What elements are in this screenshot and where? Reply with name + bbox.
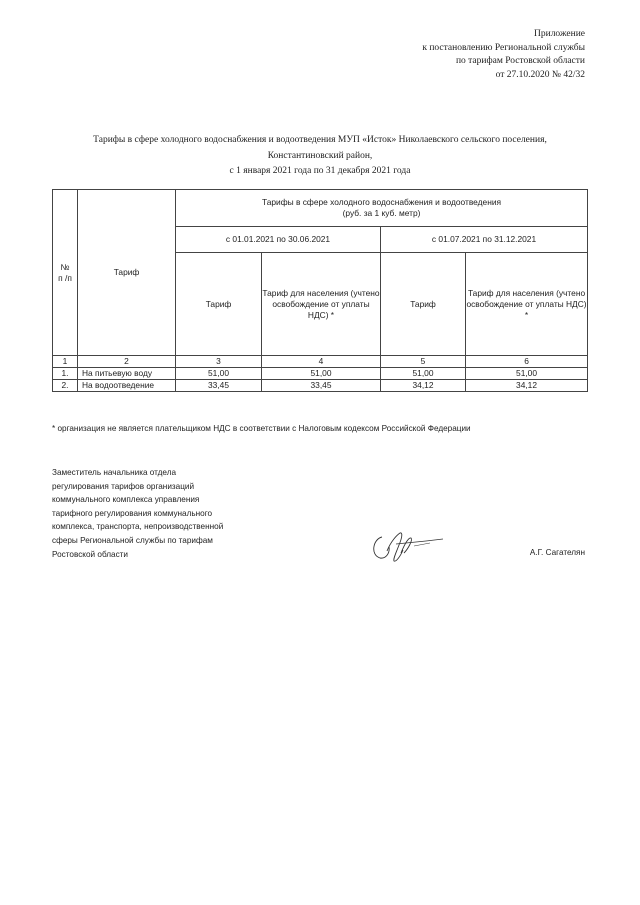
- col-number: 6: [466, 356, 588, 368]
- sub-tariff-header: Тариф: [381, 253, 466, 356]
- row-value: 51,00: [381, 368, 466, 380]
- row-value: 34,12: [381, 380, 466, 392]
- col-number: 5: [381, 356, 466, 368]
- sub-population-header: Тариф для населения (учтено освобождение от уплаты НДС) *: [466, 253, 588, 356]
- signature-icon: [370, 523, 445, 565]
- row-value: 51,00: [176, 368, 262, 380]
- col-tariff-header: Тариф: [78, 190, 176, 356]
- row-number: 2.: [53, 380, 78, 392]
- appendix-line: по тарифам Ростовской области: [455, 56, 585, 67]
- signer-position: [52, 466, 272, 561]
- appendix-line: Приложение: [534, 29, 585, 39]
- signer-position-line: Заместитель начальника отдела: [52, 468, 177, 477]
- signer-position-line: комплекса, транспорта, непроизводственной: [52, 522, 224, 532]
- signer-position-line: регулирования тарифов организаций: [52, 481, 195, 491]
- row-name: На водоотведение: [78, 380, 176, 392]
- col-number: 3: [176, 356, 262, 368]
- row-value: 51,00: [262, 368, 381, 380]
- signer-position-line: коммунального комплекса управления: [52, 495, 200, 505]
- table-row: [53, 368, 588, 380]
- row-value: 33,45: [176, 380, 262, 392]
- appendix-line: от 27.10.2020 № 42/32: [495, 69, 585, 80]
- title-line: Тарифы в сфере холодного водоснабжения и водоотведения МУП «Исток» Николаевского сельского поселения,: [93, 135, 547, 145]
- row-value: 34,12: [466, 380, 588, 392]
- footnote: * организация не является плательщиком НДС в соответствии с Налоговым кодексом Российской Федерации: [52, 424, 471, 433]
- group-header: Тарифы в сфере холодного водоснабжения и водоотведения (руб. за 1 куб. метр): [176, 190, 588, 227]
- tariff-table: [52, 189, 588, 392]
- row-value: 51,00: [466, 368, 588, 380]
- period1-header: с 01.01.2021 по 30.06.2021: [176, 227, 381, 253]
- col-number: 1: [53, 356, 78, 368]
- signer-position-line: сферы Региональной службы по тарифам: [52, 535, 213, 545]
- sub-population-header: Тариф для населения (учтено освобождение от уплаты НДС) *: [262, 253, 381, 356]
- sub-tariff-header: Тариф: [176, 253, 262, 356]
- appendix-header: [422, 28, 585, 82]
- row-name: На питьевую воду: [78, 368, 176, 380]
- col-number: 2: [78, 356, 176, 368]
- appendix-line: к постановлению Региональной службы: [422, 42, 585, 53]
- signer-position-line: тарифного регулирования коммунального: [52, 508, 213, 518]
- document-title: [40, 133, 600, 180]
- col-number: 4: [262, 356, 381, 368]
- title-line: Константиновский район,: [267, 150, 373, 161]
- signer-position-line: Ростовской области: [52, 549, 129, 559]
- row-number: 1.: [53, 368, 78, 380]
- period2-header: с 01.07.2021 по 31.12.2021: [381, 227, 588, 253]
- signer-name: А.Г. Сагателян: [529, 548, 585, 557]
- title-line: с 1 января 2021 года по 31 декабря 2021 года: [229, 166, 411, 176]
- row-value: 33,45: [262, 380, 381, 392]
- col-num-header: № п /п: [53, 190, 78, 356]
- table-row: [53, 380, 588, 392]
